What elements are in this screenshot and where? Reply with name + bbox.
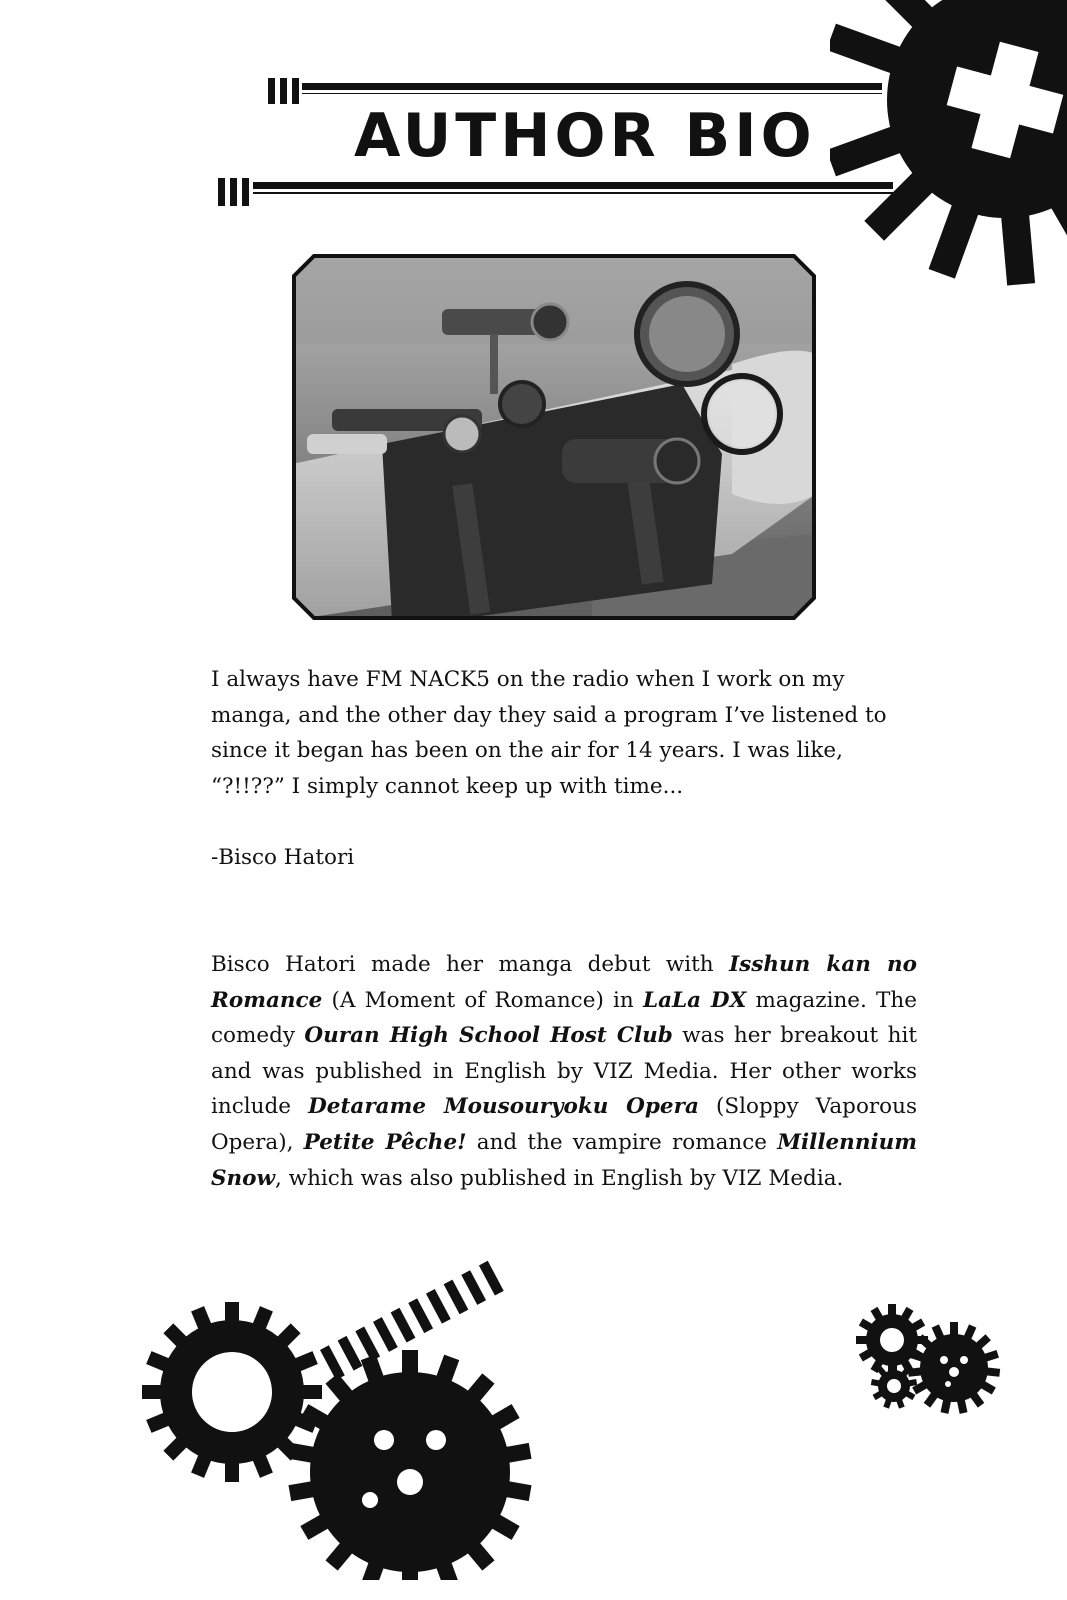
work-title: Detarame Mousouryoku Opera: [308, 1094, 699, 1120]
work-title: Millennium Snow: [211, 1129, 917, 1191]
work-title: Ouran High School Host Club: [304, 1023, 673, 1049]
work-title: Isshun kan no Romance: [211, 952, 918, 1013]
author-message: I always have FM NACK5 on the radio when I work on my manga, and the other day they said a program I’ve listened to since it began has been on the air for 14 years. I was like, “?!!??” I simply cannot keep up with time...: [211, 667, 887, 799]
magazine-title: LaLa DX: [642, 987, 747, 1013]
author-signature: -Bisco Hatori: [211, 845, 355, 870]
gears-bottom-left-icon: [140, 1240, 560, 1580]
gears-bottom-right-icon: [850, 1300, 1010, 1430]
work-title: Petite Pêche!: [303, 1129, 467, 1155]
author-bio: Bisco Hatori made her manga debut with Isshun kan no Romance (A Moment of Romance) in LaLa DX magazine. The comedy Ouran High School Host Club was her breakout hit and was published in English by VIZ Media. Her other works include Detarame Mousouryoku Opera (Sloppy Vaporous Opera), Petite Pêche! and the vampire romance Millennium Snow, which was also published in English by VIZ Media.: [211, 952, 918, 1191]
corner-gear-icon: [830, 0, 1067, 320]
page-title: AUTHOR BIO: [354, 101, 816, 171]
author-photo: [292, 254, 816, 620]
